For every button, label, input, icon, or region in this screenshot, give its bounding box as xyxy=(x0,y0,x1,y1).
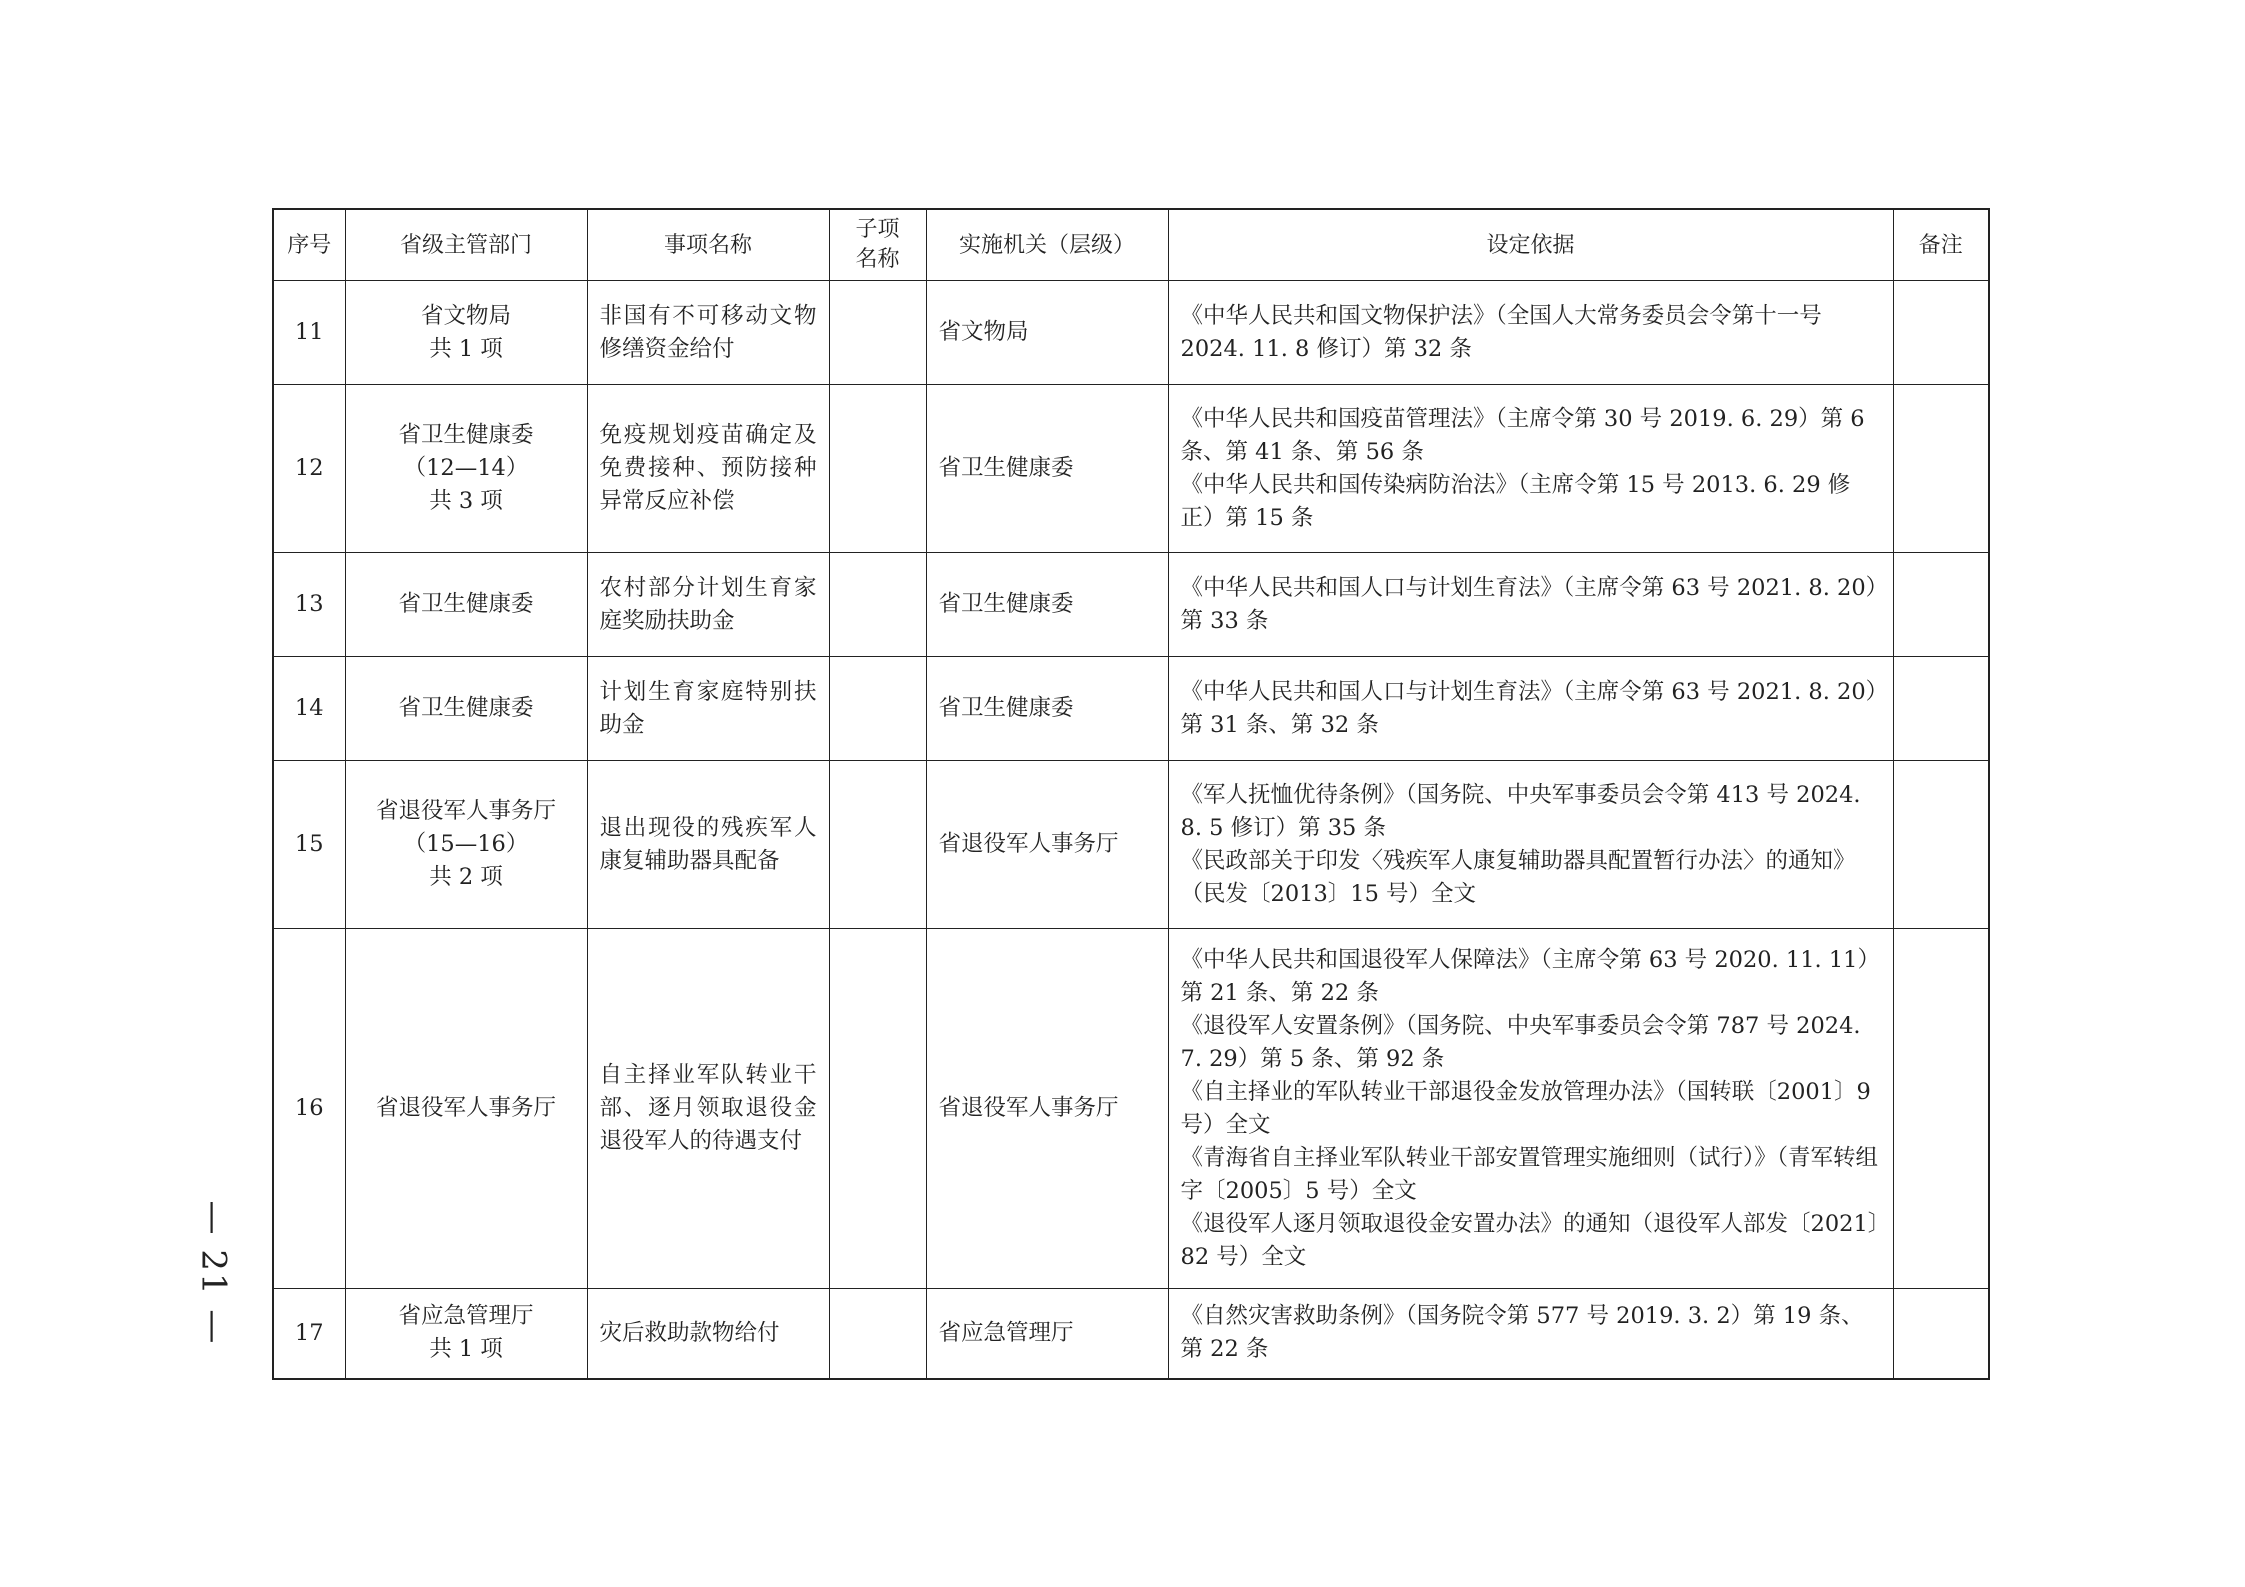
cell-item: 退出现役的残疾军人康复辅助器具配备 xyxy=(587,761,829,929)
table-header-row xyxy=(273,209,1989,281)
cell-dept-line: 省卫生健康委 xyxy=(398,695,534,721)
cell-remark xyxy=(1893,657,1989,761)
header-item: 事项名称 xyxy=(587,209,829,281)
cell-dept xyxy=(345,657,587,761)
cell-dept xyxy=(345,929,587,1289)
cell-basis xyxy=(1168,385,1893,553)
service-items-table xyxy=(272,208,1990,1380)
cell-dept xyxy=(345,385,587,553)
cell-basis-line: 《退役军人逐月领取退役金安置办法》的通知（退役军人部发〔2021〕82 号）全文 xyxy=(1180,1210,1880,1270)
cell-remark xyxy=(1893,761,1989,929)
cell-basis-line: 《中华人民共和国传染病防治法》（主席令第 15 号 2013. 6. 29 修正）第 15 条 xyxy=(1180,471,1851,531)
cell-basis-line: 《自然灾害救助条例》（国务院令第 577 号 2019. 3. 2）第 19 条、第 22 条 xyxy=(1180,1303,1864,1363)
cell-impl: 省退役军人事务厅 xyxy=(926,929,1168,1289)
cell-item: 农村部分计划生育家庭奖励扶助金 xyxy=(587,553,829,657)
cell-basis-line: 《军人抚恤优待条例》（国务院、中央军事委员会令第 413 号 2024. 8. 5 修订）第 35 条 xyxy=(1180,781,1861,841)
cell-sub xyxy=(829,281,926,385)
cell-impl: 省文物局 xyxy=(926,281,1168,385)
header-dept: 省级主管部门 xyxy=(345,209,587,281)
cell-dept xyxy=(345,761,587,929)
header-basis: 设定依据 xyxy=(1168,209,1893,281)
cell-basis xyxy=(1168,929,1893,1289)
cell-item: 计划生育家庭特别扶助金 xyxy=(587,657,829,761)
cell-dept-line: 省应急管理厅 xyxy=(398,1303,534,1330)
cell-basis xyxy=(1168,1289,1893,1379)
cell-basis xyxy=(1168,553,1893,657)
cell-remark xyxy=(1893,281,1989,385)
cell-dept-line: （12—14） xyxy=(403,455,529,481)
page-number xyxy=(183,1188,243,1358)
cell-item: 免疫规划疫苗确定及免费接种、预防接种异常反应补偿 xyxy=(587,385,829,553)
cell-remark xyxy=(1893,1289,1989,1379)
table-row xyxy=(273,553,1989,657)
cell-dept-line: 省文物局 xyxy=(420,302,511,329)
page-number-text: — 21 — xyxy=(193,1200,234,1346)
cell-seq: 12 xyxy=(273,385,345,553)
table-row xyxy=(273,281,1989,385)
cell-seq: 13 xyxy=(273,553,345,657)
cell-item: 非国有不可移动文物修缮资金给付 xyxy=(587,281,829,385)
header-impl: 实施机关（层级） xyxy=(926,209,1168,281)
cell-impl: 省退役军人事务厅 xyxy=(926,761,1168,929)
cell-dept-line: 省卫生健康委 xyxy=(398,591,534,617)
table-row xyxy=(273,929,1989,1289)
cell-basis-line: 《中华人民共和国人口与计划生育法》（主席令第 63 号 2021. 8. 20）第 33 条 xyxy=(1180,574,1877,634)
cell-sub xyxy=(829,761,926,929)
cell-dept-line: 共 2 项 xyxy=(429,864,503,890)
header-seq: 序号 xyxy=(273,209,345,281)
cell-basis-line: 《中华人民共和国退役军人保障法》（主席令第 63 号 2020. 11. 11）第 21 条、第 22 条 xyxy=(1180,946,1880,1006)
table-row xyxy=(273,657,1989,761)
cell-dept xyxy=(345,281,587,385)
cell-basis xyxy=(1168,761,1893,929)
cell-seq: 15 xyxy=(273,761,345,929)
cell-dept-line: 省退役军人事务厅 xyxy=(375,798,556,824)
cell-dept-line: 共 1 项 xyxy=(429,1336,503,1363)
cell-impl: 省应急管理厅 xyxy=(926,1289,1168,1379)
cell-impl: 省卫生健康委 xyxy=(926,385,1168,553)
header-remark: 备注 xyxy=(1893,209,1989,281)
cell-seq: 14 xyxy=(273,657,345,761)
cell-seq: 16 xyxy=(273,929,345,1289)
cell-dept-line: 共 1 项 xyxy=(429,335,503,362)
cell-basis-line: 《民政部关于印发〈残疾军人康复辅助器具配置暂行办法〉的通知》（民发〔2013〕15 号）全文 xyxy=(1180,847,1856,907)
cell-basis xyxy=(1168,281,1893,385)
cell-dept xyxy=(345,1289,587,1379)
cell-impl: 省卫生健康委 xyxy=(926,657,1168,761)
cell-basis-line: 《中华人民共和国疫苗管理法》（主席令第 30 号 2019. 6. 29）第 6 条、第 41 条、第 56 条 xyxy=(1180,405,1865,465)
cell-dept xyxy=(345,553,587,657)
cell-remark xyxy=(1893,929,1989,1289)
table-body xyxy=(273,281,1989,1379)
table-row xyxy=(273,1289,1989,1379)
cell-basis-line: 《退役军人安置条例》（国务院、中央军事委员会令第 787 号 2024. 7. 29）第 5 条、第 92 条 xyxy=(1180,1012,1861,1072)
cell-basis xyxy=(1168,657,1893,761)
table-row xyxy=(273,385,1989,553)
cell-basis-line: 《自主择业的军队转业干部退役金发放管理办法》（国转联〔2001〕9 号）全文 xyxy=(1180,1078,1871,1138)
header-sub: 子项 名称 xyxy=(829,209,926,281)
cell-basis-line: 《中华人民共和国人口与计划生育法》（主席令第 63 号 2021. 8. 20）第 31 条、第 32 条 xyxy=(1180,678,1877,738)
cell-dept-line: 省退役军人事务厅 xyxy=(375,1095,556,1121)
cell-sub xyxy=(829,1289,926,1379)
cell-basis-line: 《青海省自主择业军队转业干部安置管理实施细则（试行）》（青军转组字〔2005〕5 号）全文 xyxy=(1180,1144,1879,1204)
cell-impl: 省卫生健康委 xyxy=(926,553,1168,657)
cell-remark xyxy=(1893,553,1989,657)
cell-dept-line: 省卫生健康委 xyxy=(398,422,534,448)
cell-dept-line: （15—16） xyxy=(403,831,529,857)
cell-sub xyxy=(829,553,926,657)
cell-sub xyxy=(829,385,926,553)
cell-seq: 17 xyxy=(273,1289,345,1379)
table-row xyxy=(273,761,1989,929)
cell-item: 自主择业军队转业干部、逐月领取退役金退役军人的待遇支付 xyxy=(587,929,829,1289)
cell-basis-line: 《中华人民共和国文物保护法》（全国人大常务委员会令第十一号 2024. 11. 8 修订）第 32 条 xyxy=(1180,302,1822,362)
cell-sub xyxy=(829,657,926,761)
cell-sub xyxy=(829,929,926,1289)
cell-seq: 11 xyxy=(273,281,345,385)
cell-remark xyxy=(1893,385,1989,553)
cell-item: 灾后救助款物给付 xyxy=(587,1289,829,1379)
cell-dept-line: 共 3 项 xyxy=(429,488,503,514)
